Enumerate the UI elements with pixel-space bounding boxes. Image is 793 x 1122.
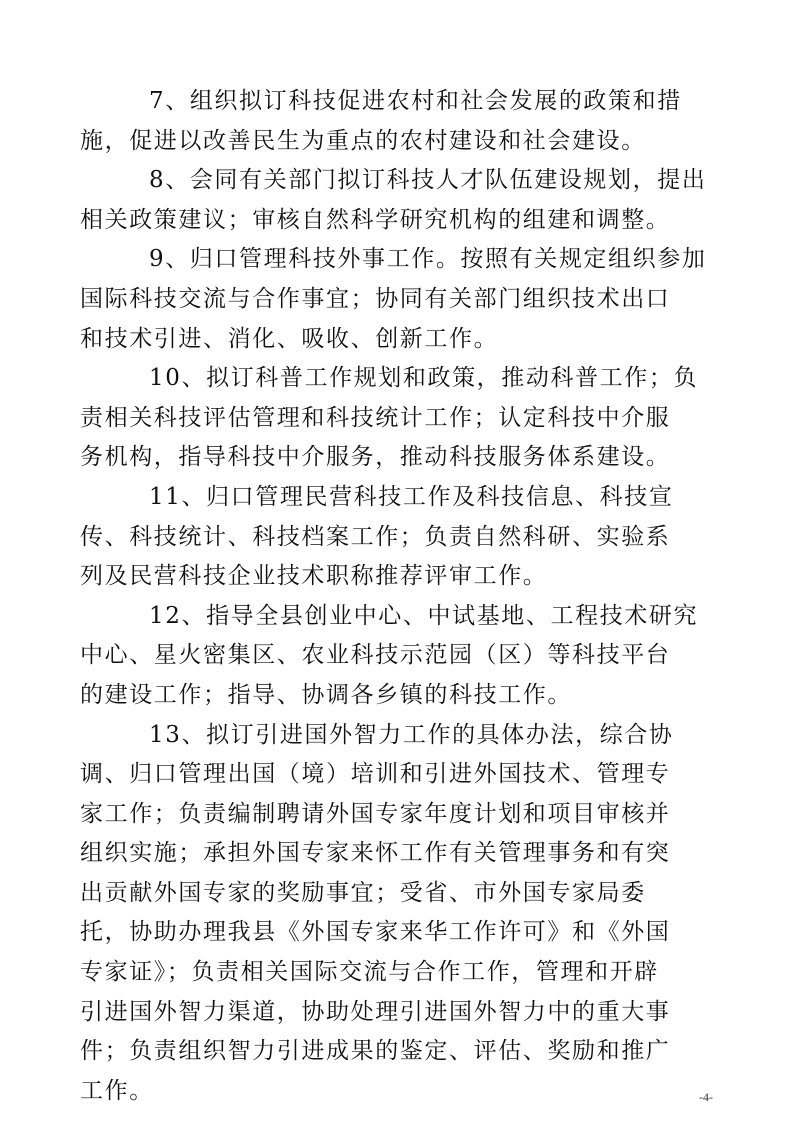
- item-13-line-4: 组织实施；承担外国专家来怀工作有关管理事务和有突: [80, 840, 671, 867]
- item-12-line-2: 中心、星火密集区、农业科技示范园（区）等科技平台: [80, 642, 671, 669]
- item-13-line-7: 专家证》；负责相关国际交流与合作工作，管理和开辟: [80, 959, 659, 986]
- item-9-line-1: 9、归口管理科技外事工作。按照有关规定组织参加: [149, 246, 707, 273]
- item-10-line-3: 务机构，指导科技中介服务，推动科技服务体系建设。: [80, 444, 671, 471]
- item-13-line-9: 件；负责组织智力引进成果的鉴定、评估、奖励和推广: [80, 1038, 671, 1065]
- item-10-line-2: 责相关科技评估管理和科技统计工作；认定科技中介服: [80, 404, 671, 431]
- item-11-line-2: 传、科技统计、科技档案工作；负责自然科研、实验系: [80, 523, 671, 550]
- item-12-line-3: 的建设工作；指导、协调各乡镇的科技工作。: [80, 681, 572, 708]
- item-13-line-10: 工作。: [80, 1077, 154, 1104]
- item-8-line-1: 8、会同有关部门拟订科技人才队伍建设规划，提出: [149, 167, 707, 194]
- item-13-line-6: 托，协助办理我县《外国专家来华工作许可》和《外国: [80, 919, 671, 946]
- item-10-line-1: 10、拟订科普工作规划和政策，推动科普工作；负: [149, 365, 699, 392]
- item-9-line-2: 国际科技交流与合作事宜；协同有关部门组织技术出口: [80, 285, 671, 312]
- document-body: [80, 82, 707, 1111]
- item-13-line-2: 调、归口管理出国（境）培训和引进外国技术、管理专: [80, 761, 671, 788]
- item-8-line-2: 相关政策建议；审核自然科学研究机构的组建和调整。: [80, 206, 671, 233]
- item-11-line-1: 11、归口管理民营科技工作及科技信息、科技宣: [149, 483, 674, 510]
- item-7-line-2: 施，促进以改善民生为重点的农村建设和社会建设。: [80, 127, 646, 154]
- item-12-line-1: 12、指导全县创业中心、中试基地、工程技术研究: [149, 602, 699, 629]
- item-9-line-3: 和技术引进、消化、吸收、创新工作。: [80, 325, 499, 352]
- item-7-line-1: 7、组织拟订科技促进农村和社会发展的政策和措: [149, 88, 682, 114]
- item-11-line-3: 列及民营科技企业技术职称推荐评审工作。: [80, 563, 548, 590]
- item-13-line-1: 13、拟订引进国外智力工作的具体办法，综合协: [149, 721, 674, 748]
- item-13-line-3: 家工作；负责编制聘请外国专家年度计划和项目审核并: [80, 800, 671, 827]
- item-13-line-5: 出贡献外国专家的奖励事宜；受省、市外国专家局委: [80, 879, 646, 906]
- page-number: -4-: [699, 1090, 713, 1104]
- item-13-line-8: 引进国外智力渠道，协助处理引进国外智力中的重大事: [80, 998, 671, 1025]
